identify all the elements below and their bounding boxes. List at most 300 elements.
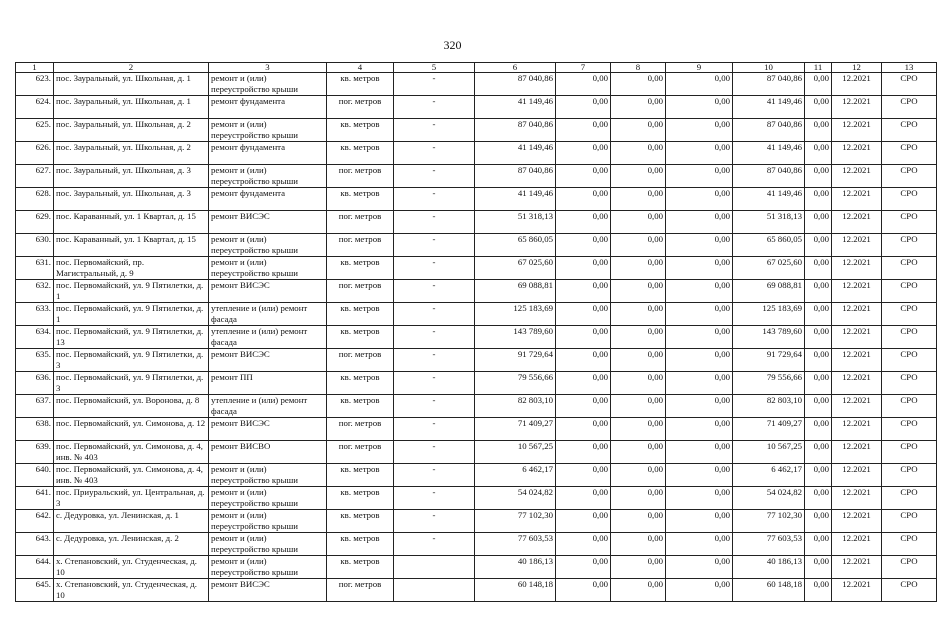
- work-type-cell: ремонт и (или) переустройство крыши: [209, 464, 327, 487]
- fund-federal-cell: 0,00: [556, 326, 611, 349]
- measure-cell: -: [394, 257, 475, 280]
- row-number-cell: 628.: [16, 188, 54, 211]
- fund-local-cell: 0,00: [666, 487, 733, 510]
- work-type-cell: утепление и (или) ремонт фасада: [209, 303, 327, 326]
- address-cell: пос. Зауральный, ул. Школьная, д. 3: [54, 188, 209, 211]
- work-type-cell: ремонт ВИСВО: [209, 441, 327, 464]
- contractor-type-cell: СРО: [882, 165, 937, 188]
- specific-cost-cell: 0,00: [805, 579, 832, 602]
- contractor-type-cell: СРО: [882, 119, 937, 142]
- unit-cell: пог. метров: [327, 441, 394, 464]
- measure-cell: -: [394, 418, 475, 441]
- address-cell: пос. Первомайский, ул. Воронова, д. 8: [54, 395, 209, 418]
- fund-regional-cell: 0,00: [611, 73, 666, 96]
- total-cost-cell: 77 603,53: [475, 533, 556, 556]
- unit-cell: кв. метров: [327, 142, 394, 165]
- work-type-cell: ремонт и (или) переустройство крыши: [209, 257, 327, 280]
- work-type-cell: ремонт ВИСЭС: [209, 349, 327, 372]
- work-type-cell: ремонт фундамента: [209, 96, 327, 119]
- owner-funds-cell: 125 183,69: [733, 303, 805, 326]
- unit-cell: пог. метров: [327, 165, 394, 188]
- column-number-row: [16, 63, 937, 73]
- table-row: [16, 257, 937, 280]
- contractor-type-cell: СРО: [882, 257, 937, 280]
- specific-cost-cell: 0,00: [805, 533, 832, 556]
- address-cell: пос. Зауральный, ул. Школьная, д. 1: [54, 96, 209, 119]
- unit-cell: пог. метров: [327, 234, 394, 257]
- fund-local-cell: 0,00: [666, 349, 733, 372]
- fund-regional-cell: 0,00: [611, 280, 666, 303]
- fund-local-cell: 0,00: [666, 142, 733, 165]
- owner-funds-cell: 82 803,10: [733, 395, 805, 418]
- measure-cell: -: [394, 349, 475, 372]
- unit-cell: пог. метров: [327, 96, 394, 119]
- table-row: [16, 349, 937, 372]
- unit-cell: кв. метров: [327, 395, 394, 418]
- row-number-cell: 634.: [16, 326, 54, 349]
- fund-regional-cell: 0,00: [611, 96, 666, 119]
- contractor-type-cell: СРО: [882, 464, 937, 487]
- column-header: 13: [882, 63, 937, 73]
- table-row: [16, 234, 937, 257]
- fund-federal-cell: 0,00: [556, 119, 611, 142]
- table-row: [16, 533, 937, 556]
- address-cell: пос. Первомайский, ул. Симонова, д. 12: [54, 418, 209, 441]
- row-number-cell: 642.: [16, 510, 54, 533]
- unit-cell: кв. метров: [327, 464, 394, 487]
- table-row: [16, 326, 937, 349]
- specific-cost-cell: 0,00: [805, 487, 832, 510]
- specific-cost-cell: 0,00: [805, 234, 832, 257]
- column-header: 10: [733, 63, 805, 73]
- unit-cell: кв. метров: [327, 487, 394, 510]
- table-row: [16, 280, 937, 303]
- owner-funds-cell: 87 040,86: [733, 119, 805, 142]
- fund-local-cell: 0,00: [666, 579, 733, 602]
- owner-funds-cell: 87 040,86: [733, 165, 805, 188]
- work-type-cell: ремонт ВИСЭС: [209, 280, 327, 303]
- measure-cell: [394, 579, 475, 602]
- completion-date-cell: 12.2021: [832, 165, 882, 188]
- row-number-cell: 627.: [16, 165, 54, 188]
- row-number-cell: 625.: [16, 119, 54, 142]
- contractor-type-cell: СРО: [882, 395, 937, 418]
- fund-regional-cell: 0,00: [611, 395, 666, 418]
- fund-local-cell: 0,00: [666, 188, 733, 211]
- fund-local-cell: 0,00: [666, 556, 733, 579]
- table-row: [16, 395, 937, 418]
- table-row: [16, 418, 937, 441]
- row-number-cell: 623.: [16, 73, 54, 96]
- contractor-type-cell: СРО: [882, 73, 937, 96]
- unit-cell: кв. метров: [327, 257, 394, 280]
- specific-cost-cell: 0,00: [805, 211, 832, 234]
- column-header: 12: [832, 63, 882, 73]
- completion-date-cell: 12.2021: [832, 487, 882, 510]
- fund-regional-cell: 0,00: [611, 464, 666, 487]
- measure-cell: -: [394, 533, 475, 556]
- fund-regional-cell: 0,00: [611, 326, 666, 349]
- table-row: [16, 579, 937, 602]
- owner-funds-cell: 41 149,46: [733, 142, 805, 165]
- owner-funds-cell: 77 603,53: [733, 533, 805, 556]
- specific-cost-cell: 0,00: [805, 441, 832, 464]
- column-header: 6: [475, 63, 556, 73]
- owner-funds-cell: 41 149,46: [733, 188, 805, 211]
- measure-cell: [394, 556, 475, 579]
- fund-regional-cell: 0,00: [611, 372, 666, 395]
- fund-local-cell: 0,00: [666, 280, 733, 303]
- unit-cell: кв. метров: [327, 119, 394, 142]
- owner-funds-cell: 69 088,81: [733, 280, 805, 303]
- work-type-cell: утепление и (или) ремонт фасада: [209, 326, 327, 349]
- contractor-type-cell: СРО: [882, 96, 937, 119]
- address-cell: пос. Первомайский, ул. 9 Пятилетки, д. 13: [54, 326, 209, 349]
- table-row: [16, 119, 937, 142]
- measure-cell: -: [394, 142, 475, 165]
- completion-date-cell: 12.2021: [832, 579, 882, 602]
- fund-regional-cell: 0,00: [611, 349, 666, 372]
- contractor-type-cell: СРО: [882, 487, 937, 510]
- specific-cost-cell: 0,00: [805, 73, 832, 96]
- column-header: 3: [209, 63, 327, 73]
- measure-cell: -: [394, 188, 475, 211]
- address-cell: пос. Зауральный, ул. Школьная, д. 2: [54, 142, 209, 165]
- fund-federal-cell: 0,00: [556, 142, 611, 165]
- specific-cost-cell: 0,00: [805, 280, 832, 303]
- unit-cell: пог. метров: [327, 280, 394, 303]
- contractor-type-cell: СРО: [882, 441, 937, 464]
- specific-cost-cell: 0,00: [805, 257, 832, 280]
- contractor-type-cell: СРО: [882, 579, 937, 602]
- total-cost-cell: 82 803,10: [475, 395, 556, 418]
- table-row: [16, 188, 937, 211]
- fund-federal-cell: 0,00: [556, 372, 611, 395]
- fund-local-cell: 0,00: [666, 96, 733, 119]
- total-cost-cell: 71 409,27: [475, 418, 556, 441]
- fund-federal-cell: 0,00: [556, 579, 611, 602]
- row-number-cell: 626.: [16, 142, 54, 165]
- fund-local-cell: 0,00: [666, 165, 733, 188]
- completion-date-cell: 12.2021: [832, 257, 882, 280]
- work-type-cell: ремонт и (или) переустройство крыши: [209, 487, 327, 510]
- measure-cell: -: [394, 165, 475, 188]
- unit-cell: кв. метров: [327, 510, 394, 533]
- owner-funds-cell: 40 186,13: [733, 556, 805, 579]
- completion-date-cell: 12.2021: [832, 73, 882, 96]
- fund-federal-cell: 0,00: [556, 280, 611, 303]
- fund-local-cell: 0,00: [666, 326, 733, 349]
- owner-funds-cell: 60 148,18: [733, 579, 805, 602]
- work-type-cell: ремонт и (или) переустройство крыши: [209, 556, 327, 579]
- total-cost-cell: 41 149,46: [475, 142, 556, 165]
- fund-federal-cell: 0,00: [556, 418, 611, 441]
- fund-local-cell: 0,00: [666, 395, 733, 418]
- work-type-cell: ремонт ВИСЭС: [209, 418, 327, 441]
- total-cost-cell: 125 183,69: [475, 303, 556, 326]
- completion-date-cell: 12.2021: [832, 395, 882, 418]
- total-cost-cell: 87 040,86: [475, 73, 556, 96]
- table-row: [16, 211, 937, 234]
- completion-date-cell: 12.2021: [832, 372, 882, 395]
- fund-regional-cell: 0,00: [611, 579, 666, 602]
- measure-cell: -: [394, 395, 475, 418]
- fund-federal-cell: 0,00: [556, 487, 611, 510]
- column-header: 1: [16, 63, 54, 73]
- fund-federal-cell: 0,00: [556, 556, 611, 579]
- specific-cost-cell: 0,00: [805, 96, 832, 119]
- table-row: [16, 464, 937, 487]
- fund-regional-cell: 0,00: [611, 510, 666, 533]
- address-cell: пос. Зауральный, ул. Школьная, д. 1: [54, 73, 209, 96]
- address-cell: пос. Зауральный, ул. Школьная, д. 3: [54, 165, 209, 188]
- table-row: [16, 96, 937, 119]
- completion-date-cell: 12.2021: [832, 234, 882, 257]
- contractor-type-cell: СРО: [882, 234, 937, 257]
- specific-cost-cell: 0,00: [805, 395, 832, 418]
- row-number-cell: 644.: [16, 556, 54, 579]
- fund-federal-cell: 0,00: [556, 234, 611, 257]
- table-row: [16, 372, 937, 395]
- measure-cell: -: [394, 372, 475, 395]
- measure-cell: -: [394, 303, 475, 326]
- work-type-cell: ремонт и (или) переустройство крыши: [209, 73, 327, 96]
- unit-cell: пог. метров: [327, 579, 394, 602]
- fund-local-cell: 0,00: [666, 234, 733, 257]
- work-type-cell: ремонт и (или) переустройство крыши: [209, 165, 327, 188]
- total-cost-cell: 51 318,13: [475, 211, 556, 234]
- owner-funds-cell: 87 040,86: [733, 73, 805, 96]
- unit-cell: пог. метров: [327, 211, 394, 234]
- address-cell: пос. Первомайский, ул. Симонова, д. 4, инв. № 403: [54, 464, 209, 487]
- measure-cell: -: [394, 96, 475, 119]
- row-number-cell: 629.: [16, 211, 54, 234]
- unit-cell: кв. метров: [327, 372, 394, 395]
- specific-cost-cell: 0,00: [805, 510, 832, 533]
- address-cell: х. Степановский, ул. Студенческая, д. 10: [54, 579, 209, 602]
- completion-date-cell: 12.2021: [832, 464, 882, 487]
- fund-regional-cell: 0,00: [611, 234, 666, 257]
- address-cell: пос. Зауральный, ул. Школьная, д. 2: [54, 119, 209, 142]
- column-header: 8: [611, 63, 666, 73]
- contractor-type-cell: СРО: [882, 418, 937, 441]
- total-cost-cell: 87 040,86: [475, 165, 556, 188]
- fund-regional-cell: 0,00: [611, 303, 666, 326]
- contractor-type-cell: СРО: [882, 510, 937, 533]
- fund-federal-cell: 0,00: [556, 73, 611, 96]
- column-header: 11: [805, 63, 832, 73]
- owner-funds-cell: 77 102,30: [733, 510, 805, 533]
- row-number-cell: 631.: [16, 257, 54, 280]
- fund-local-cell: 0,00: [666, 533, 733, 556]
- unit-cell: кв. метров: [327, 188, 394, 211]
- completion-date-cell: 12.2021: [832, 510, 882, 533]
- completion-date-cell: 12.2021: [832, 326, 882, 349]
- work-type-cell: ремонт ВИСЭС: [209, 579, 327, 602]
- row-number-cell: 640.: [16, 464, 54, 487]
- unit-cell: пог. метров: [327, 349, 394, 372]
- total-cost-cell: 40 186,13: [475, 556, 556, 579]
- fund-regional-cell: 0,00: [611, 188, 666, 211]
- completion-date-cell: 12.2021: [832, 96, 882, 119]
- work-type-cell: ремонт фундамента: [209, 142, 327, 165]
- contractor-type-cell: СРО: [882, 211, 937, 234]
- specific-cost-cell: 0,00: [805, 464, 832, 487]
- specific-cost-cell: 0,00: [805, 188, 832, 211]
- fund-regional-cell: 0,00: [611, 257, 666, 280]
- fund-local-cell: 0,00: [666, 73, 733, 96]
- measure-cell: -: [394, 487, 475, 510]
- specific-cost-cell: 0,00: [805, 326, 832, 349]
- fund-federal-cell: 0,00: [556, 211, 611, 234]
- owner-funds-cell: 71 409,27: [733, 418, 805, 441]
- page-number: 320: [443, 38, 462, 52]
- owner-funds-cell: 6 462,17: [733, 464, 805, 487]
- table-row: [16, 510, 937, 533]
- specific-cost-cell: 0,00: [805, 165, 832, 188]
- fund-regional-cell: 0,00: [611, 119, 666, 142]
- address-cell: пос. Первомайский, ул. Симонова, д. 4, инв. № 403: [54, 441, 209, 464]
- total-cost-cell: 79 556,66: [475, 372, 556, 395]
- work-type-cell: ремонт и (или) переустройство крыши: [209, 533, 327, 556]
- fund-local-cell: 0,00: [666, 372, 733, 395]
- contractor-type-cell: СРО: [882, 349, 937, 372]
- work-type-cell: ремонт и (или) переустройство крыши: [209, 234, 327, 257]
- owner-funds-cell: 67 025,60: [733, 257, 805, 280]
- fund-local-cell: 0,00: [666, 303, 733, 326]
- contractor-type-cell: СРО: [882, 533, 937, 556]
- total-cost-cell: 91 729,64: [475, 349, 556, 372]
- specific-cost-cell: 0,00: [805, 349, 832, 372]
- completion-date-cell: 12.2021: [832, 188, 882, 211]
- row-number-cell: 643.: [16, 533, 54, 556]
- measure-cell: -: [394, 211, 475, 234]
- total-cost-cell: 69 088,81: [475, 280, 556, 303]
- specific-cost-cell: 0,00: [805, 303, 832, 326]
- work-type-cell: ремонт ВИСЭС: [209, 211, 327, 234]
- table-row: [16, 556, 937, 579]
- fund-regional-cell: 0,00: [611, 165, 666, 188]
- address-cell: х. Степановский, ул. Студенческая, д. 10: [54, 556, 209, 579]
- fund-federal-cell: 0,00: [556, 533, 611, 556]
- fund-regional-cell: 0,00: [611, 142, 666, 165]
- total-cost-cell: 65 860,05: [475, 234, 556, 257]
- owner-funds-cell: 65 860,05: [733, 234, 805, 257]
- unit-cell: кв. метров: [327, 533, 394, 556]
- row-number-cell: 630.: [16, 234, 54, 257]
- unit-cell: кв. метров: [327, 73, 394, 96]
- table-row: [16, 73, 937, 96]
- unit-cell: кв. метров: [327, 303, 394, 326]
- total-cost-cell: 41 149,46: [475, 96, 556, 119]
- column-header: 4: [327, 63, 394, 73]
- table-row: [16, 303, 937, 326]
- address-cell: с. Дедуровка, ул. Ленинская, д. 1: [54, 510, 209, 533]
- table-row: [16, 487, 937, 510]
- measure-cell: -: [394, 73, 475, 96]
- fund-federal-cell: 0,00: [556, 441, 611, 464]
- measure-cell: -: [394, 510, 475, 533]
- column-header: 9: [666, 63, 733, 73]
- contractor-type-cell: СРО: [882, 372, 937, 395]
- fund-regional-cell: 0,00: [611, 487, 666, 510]
- address-cell: пос. Караванный, ул. 1 Квартал, д. 15: [54, 234, 209, 257]
- row-number-cell: 638.: [16, 418, 54, 441]
- column-header: 7: [556, 63, 611, 73]
- completion-date-cell: 12.2021: [832, 349, 882, 372]
- work-type-cell: ремонт фундамента: [209, 188, 327, 211]
- work-type-cell: ремонт ПП: [209, 372, 327, 395]
- row-number-cell: 624.: [16, 96, 54, 119]
- total-cost-cell: 143 789,60: [475, 326, 556, 349]
- fund-local-cell: 0,00: [666, 257, 733, 280]
- total-cost-cell: 10 567,25: [475, 441, 556, 464]
- owner-funds-cell: 41 149,46: [733, 96, 805, 119]
- specific-cost-cell: 0,00: [805, 119, 832, 142]
- table-row: [16, 165, 937, 188]
- fund-federal-cell: 0,00: [556, 349, 611, 372]
- completion-date-cell: 12.2021: [832, 556, 882, 579]
- owner-funds-cell: 143 789,60: [733, 326, 805, 349]
- row-number-cell: 637.: [16, 395, 54, 418]
- owner-funds-cell: 51 318,13: [733, 211, 805, 234]
- specific-cost-cell: 0,00: [805, 418, 832, 441]
- unit-cell: пог. метров: [327, 418, 394, 441]
- contractor-type-cell: СРО: [882, 142, 937, 165]
- row-number-cell: 632.: [16, 280, 54, 303]
- total-cost-cell: 77 102,30: [475, 510, 556, 533]
- row-number-cell: 635.: [16, 349, 54, 372]
- unit-cell: кв. метров: [327, 556, 394, 579]
- column-header: 5: [394, 63, 475, 73]
- total-cost-cell: 67 025,60: [475, 257, 556, 280]
- fund-federal-cell: 0,00: [556, 464, 611, 487]
- measure-cell: -: [394, 280, 475, 303]
- fund-regional-cell: 0,00: [611, 556, 666, 579]
- row-number-cell: 639.: [16, 441, 54, 464]
- specific-cost-cell: 0,00: [805, 142, 832, 165]
- fund-regional-cell: 0,00: [611, 418, 666, 441]
- fund-federal-cell: 0,00: [556, 395, 611, 418]
- address-cell: с. Дедуровка, ул. Ленинская, д. 2: [54, 533, 209, 556]
- completion-date-cell: 12.2021: [832, 280, 882, 303]
- measure-cell: -: [394, 234, 475, 257]
- row-number-cell: 645.: [16, 579, 54, 602]
- total-cost-cell: 6 462,17: [475, 464, 556, 487]
- owner-funds-cell: 79 556,66: [733, 372, 805, 395]
- completion-date-cell: 12.2021: [832, 533, 882, 556]
- total-cost-cell: 54 024,82: [475, 487, 556, 510]
- completion-date-cell: 12.2021: [832, 211, 882, 234]
- measure-cell: -: [394, 326, 475, 349]
- unit-cell: кв. метров: [327, 326, 394, 349]
- table-row: [16, 441, 937, 464]
- contractor-type-cell: СРО: [882, 303, 937, 326]
- owner-funds-cell: 91 729,64: [733, 349, 805, 372]
- contractor-type-cell: СРО: [882, 556, 937, 579]
- address-cell: пос. Первомайский, ул. 9 Пятилетки, д. 1: [54, 280, 209, 303]
- measure-cell: -: [394, 441, 475, 464]
- fund-federal-cell: 0,00: [556, 257, 611, 280]
- address-cell: пос. Первомайский, пр. Магистральный, д. 9: [54, 257, 209, 280]
- completion-date-cell: 12.2021: [832, 441, 882, 464]
- owner-funds-cell: 10 567,25: [733, 441, 805, 464]
- specific-cost-cell: 0,00: [805, 556, 832, 579]
- fund-local-cell: 0,00: [666, 119, 733, 142]
- measure-cell: -: [394, 464, 475, 487]
- fund-federal-cell: 0,00: [556, 96, 611, 119]
- fund-federal-cell: 0,00: [556, 188, 611, 211]
